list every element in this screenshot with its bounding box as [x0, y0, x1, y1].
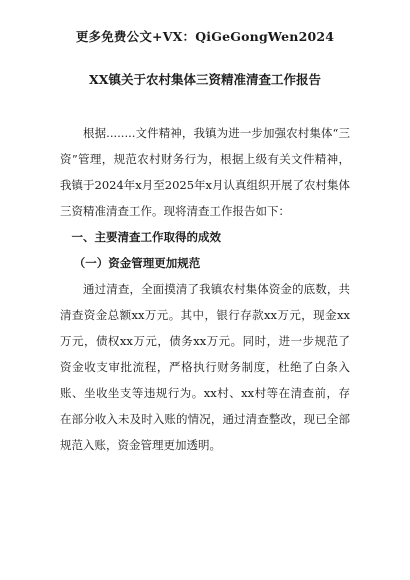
subsection-heading: （一）资金管理更加规范: [73, 256, 201, 270]
document-body: [60, 120, 350, 458]
section-heading: 一、主要清查工作取得的成效: [71, 230, 221, 244]
intro-paragraph: 根据........文件精神，我镇为进一步加强农村集体“三资”管理，规范农村财务行为，根据上级有关文件精神，我镇于2024年x月至2025年x月认真组织开展了农村集体三资精准清查工作。现将清查工作报告如下：: [60, 126, 351, 218]
document-title: XX镇关于农村集体三资精准清查工作报告: [89, 72, 321, 87]
subsection-paragraph: 通过清查，全面摸清了我镇农村集体资金的底数，共清查资金总额xx万元。其中，银行存款xx万元，现金xx万元，债权xx万元，债务xx万元。同时，进一步规范了资金收支审批流程，严格执行财务制度，杜绝了白条入账、坐收坐支等违规行为。xx村、xx村等在清查前，存在部分收入未及时入账的情况，通过清查整改，现已全部规范入账，资金管理更加透明。: [60, 282, 350, 452]
promo-banner: 更多免费公文+VX：QiGeGongWen2024: [75, 29, 335, 44]
